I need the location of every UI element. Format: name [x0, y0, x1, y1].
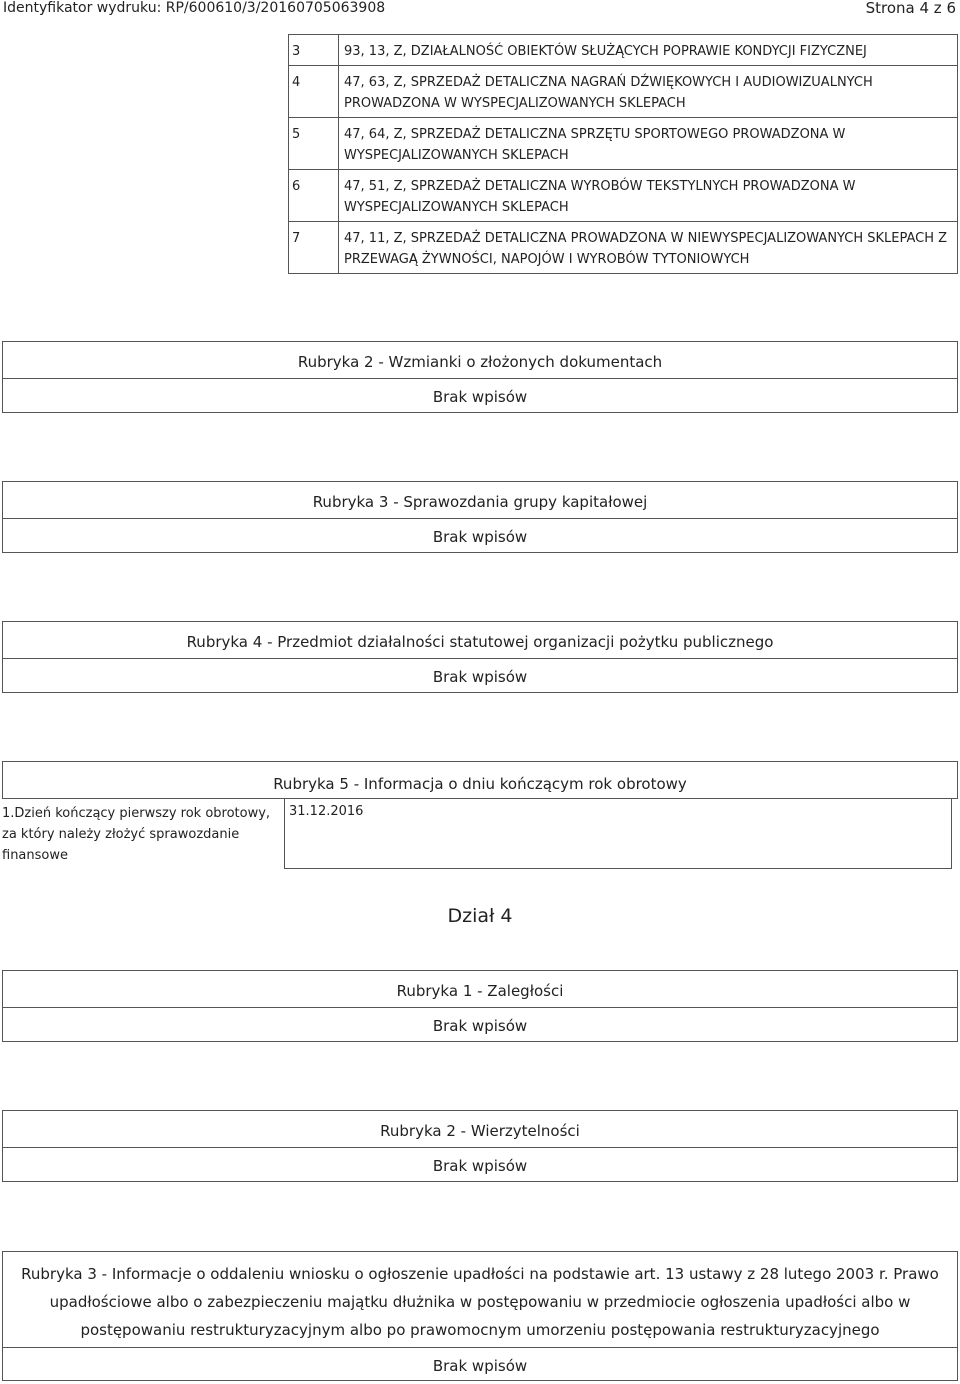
- row-number: 7: [289, 222, 339, 274]
- activity-text: 47, 64, Z, SPRZEDAŻ DETALICZNA SPRZĘTU SPORTOWEGO PROWADZONA W WYSPECJALIZOWANYCH SKLEPACH: [339, 118, 958, 170]
- section-value: Brak wpisów: [432, 1357, 528, 1375]
- section-title: Rubryka 5 - Informacja o dniu kończącym rok obrotowy: [2, 761, 958, 799]
- table-row: [289, 35, 958, 66]
- fiscal-year-label: 1.Dzień kończący pierwszy rok obrotowy, za który należy złożyć sprawozdanie finansowe: [2, 806, 271, 863]
- section-title: Rubryka 4 - Przedmiot działalności statutowej organizacji pożytku publicznego: [3, 622, 957, 659]
- section-wierzytelnosci: [2, 1110, 958, 1182]
- section-value: Brak wpisów: [432, 1017, 528, 1035]
- section-value: Brak wpisów: [432, 668, 528, 686]
- table-row: [289, 170, 958, 222]
- section-value: Brak wpisów: [432, 1157, 528, 1175]
- row-number: 4: [289, 66, 339, 118]
- activity-text: 47, 51, Z, SPRZEDAŻ DETALICZNA WYROBÓW TEKSTYLNYCH PROWADZONA W WYSPECJALIZOWANYCH SKLEPACH: [339, 170, 958, 222]
- activity-text: 47, 63, Z, SPRZEDAŻ DETALICZNA NAGRAŃ DŹWIĘKOWYCH I AUDIOWIZUALNYCH PROWADZONA W WYSPECJALIZOWANYCH SKLEPACH: [339, 66, 958, 118]
- activity-text: 47, 11, Z, SPRZEDAŻ DETALICZNA PROWADZONA W NIEWYSPECJALIZOWANYCH SKLEPACH Z PRZEWAGĄ ŻYWNOŚCI, NAPOJÓW I WYROBÓW TYTONIOWYCH: [339, 222, 958, 274]
- activities-table: [288, 34, 958, 274]
- division-title: Dział 4: [447, 905, 513, 927]
- table-row: [289, 66, 958, 118]
- print-identifier: Identyfikator wydruku: RP/600610/3/20160705063908: [3, 0, 386, 16]
- table-row: [289, 222, 958, 274]
- section-upadlosc: [2, 1251, 958, 1381]
- page-number: Strona 4 z 6: [865, 0, 956, 17]
- section-rubryka-4: [2, 621, 958, 693]
- section-rubryka-2: [2, 341, 958, 413]
- section-title: Rubryka 1 - Zaległości: [3, 971, 957, 1008]
- row-number: 5: [289, 118, 339, 170]
- row-number: 6: [289, 170, 339, 222]
- table-row: [289, 118, 958, 170]
- section-title: Rubryka 2 - Wierzytelności: [3, 1111, 957, 1148]
- section-value: Brak wpisów: [432, 528, 528, 546]
- section-title: Rubryka 3 - Informacje o oddaleniu wniosku o ogłoszenie upadłości na podstawie art. 13 ustawy z 28 lutego 2003 r. Prawo upadłościowe albo o zabezpieczeniu majątku dłużnika w postępowaniu w przedmiocie ogłoszenia upadłości albo w postępowaniu restrukturyzacyjnym albo po prawomocnym umorzeniu postępowania restrukturyzacyjnego: [3, 1252, 957, 1348]
- section-rubryka-5: [2, 761, 958, 869]
- section-title: Rubryka 3 - Sprawozdania grupy kapitałowej: [3, 482, 957, 519]
- section-value: Brak wpisów: [432, 388, 528, 406]
- row-number: 3: [289, 35, 339, 66]
- section-title: Rubryka 2 - Wzmianki o złożonych dokumentach: [3, 342, 957, 379]
- fiscal-year-value: 31.12.2016: [284, 799, 952, 869]
- section-rubryka-3: [2, 481, 958, 553]
- activity-text: 93, 13, Z, DZIAŁALNOŚĆ OBIEKTÓW SŁUŻĄCYCH POPRAWIE KONDYCJI FIZYCZNEJ: [339, 35, 958, 66]
- section-zaleglosci: [2, 970, 958, 1042]
